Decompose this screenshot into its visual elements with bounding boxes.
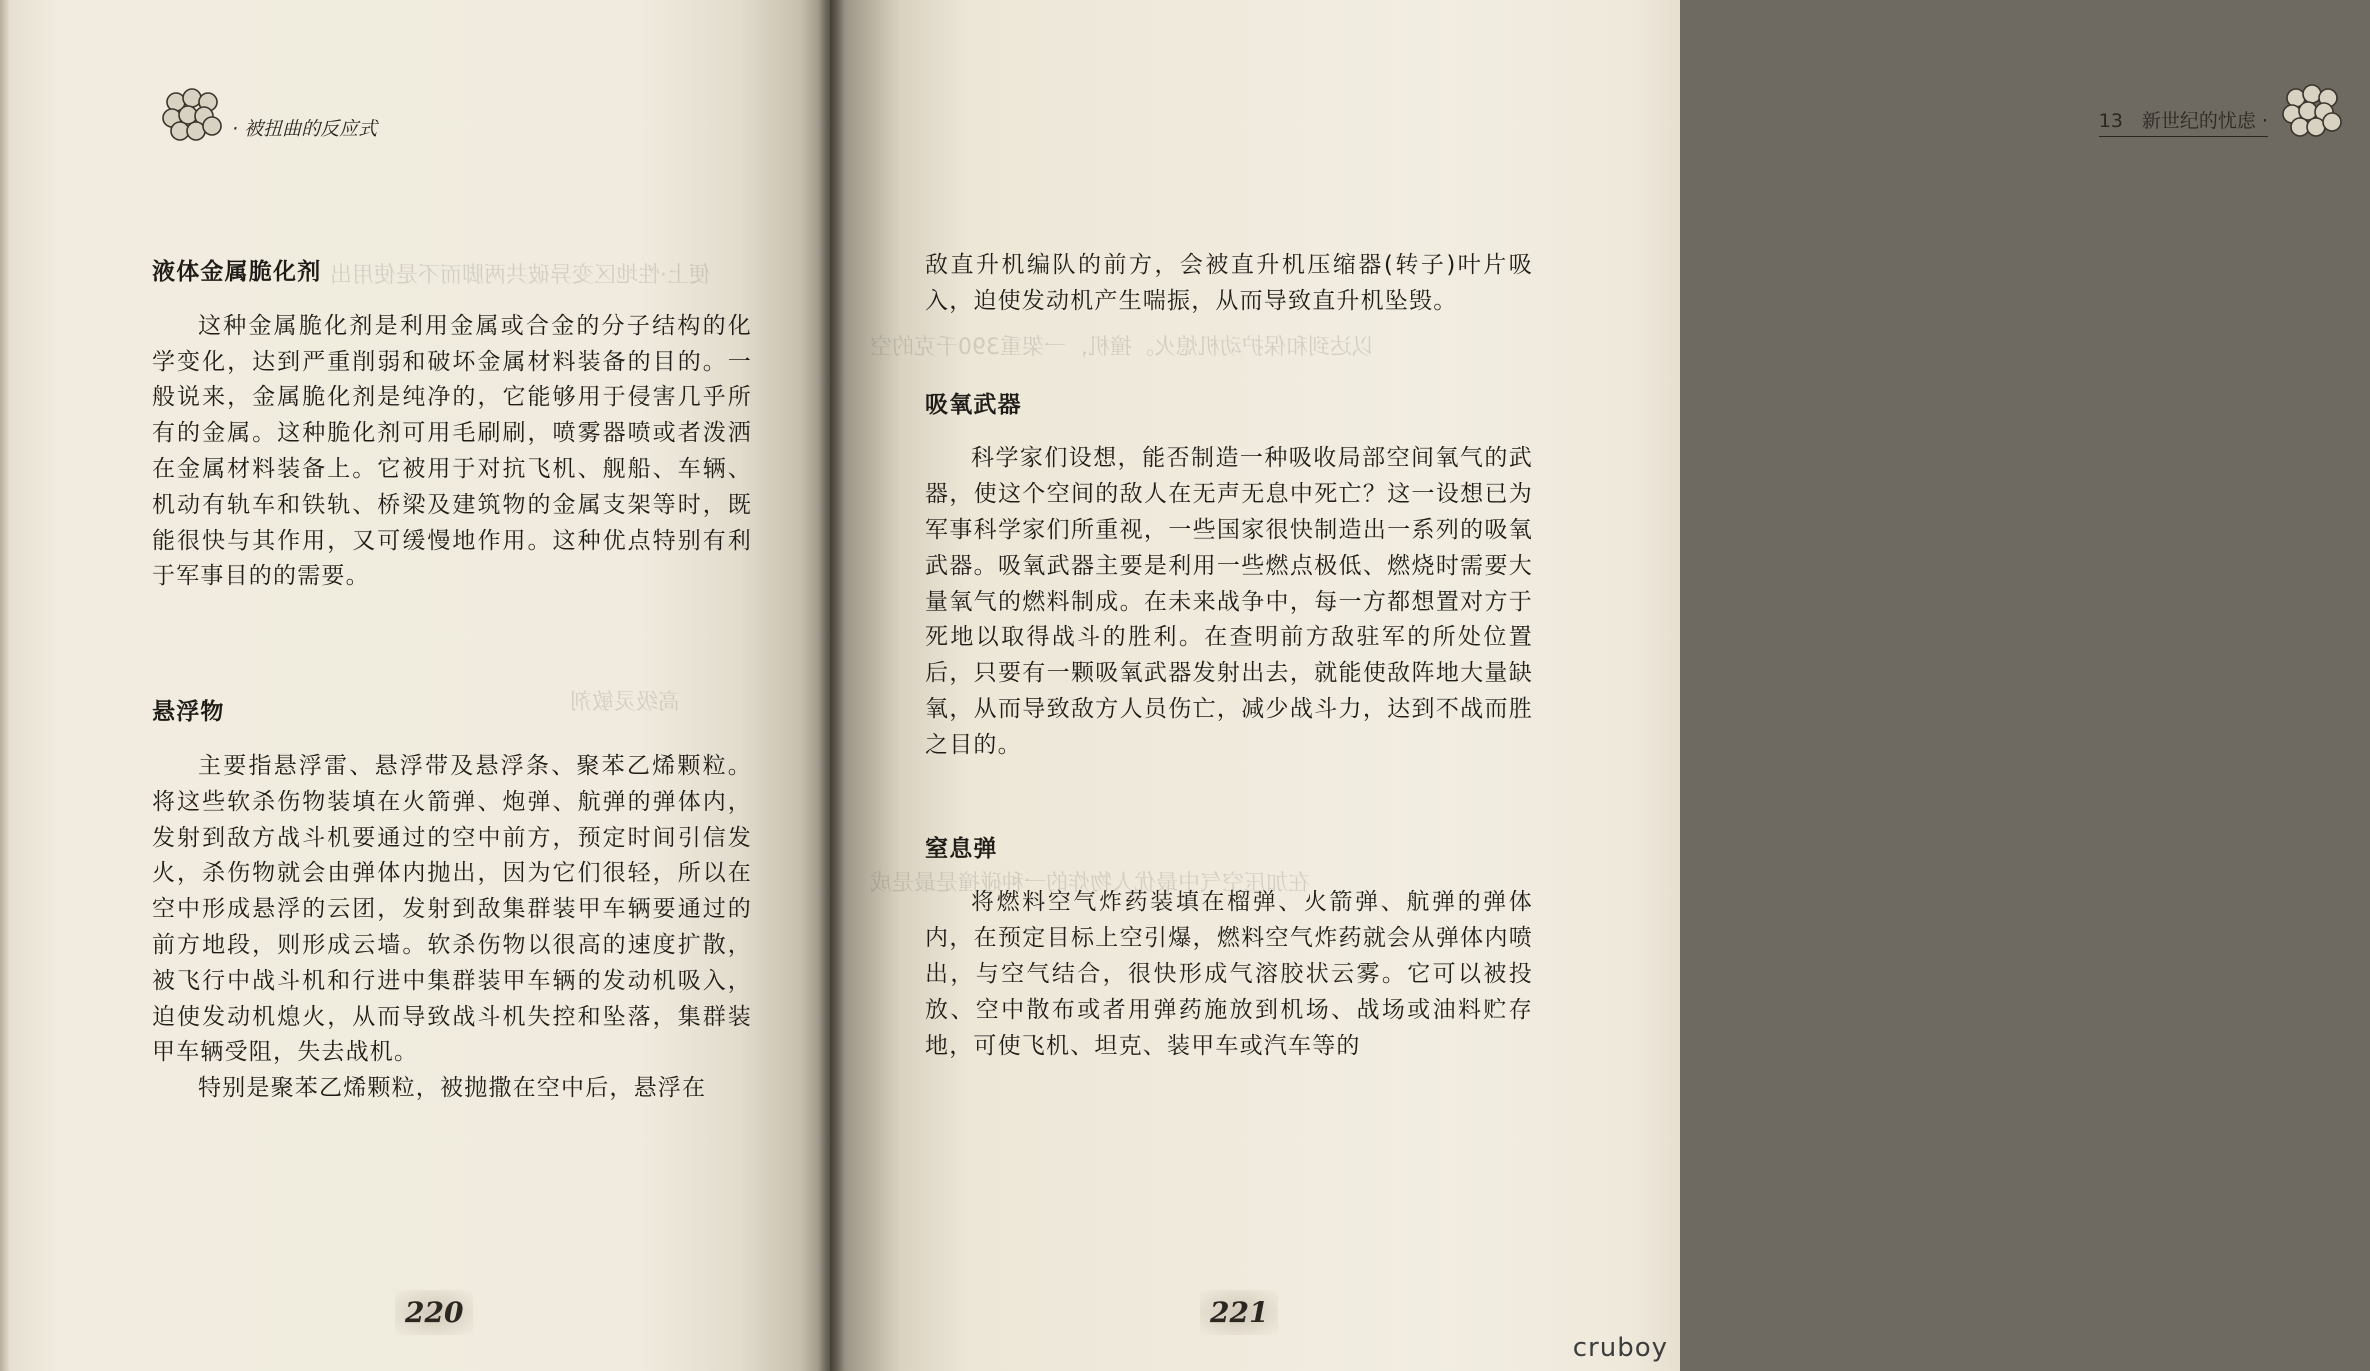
bleed-through-text: 便上·性地区变异破共两脚而不是使用出 xyxy=(330,263,711,288)
section-heading: 液体金属脆化剂 xyxy=(152,259,322,285)
right-page-header xyxy=(2070,88,2370,148)
section-heading: 吸氧武器 xyxy=(925,391,1022,418)
section-heading: 窒息弹 xyxy=(925,835,998,862)
paragraph: 这种金属脆化剂是利用金属或合金的分子结构的化学变化，达到严重削弱和破坏金属材料装备的目的。一般说来，金属脆化剂是纯净的，它能够用于侵害几乎所有的金属。这种脆化剂可用毛刷刷，喷雾器喷或者泼洒在金属材料装备上。它被用于对抗飞机、舰船、车辆、机动有轨车和铁轨、桥梁及建筑物的金属支架等时，既能很快与其作用，又可缓慢地作用。这种优点特别有利于军事目的的需要。 xyxy=(152,312,752,590)
page-number: 220 xyxy=(395,1290,473,1335)
right-page xyxy=(830,0,2268,1371)
left-page-body xyxy=(152,255,752,1107)
right-page-body xyxy=(925,248,1533,1064)
left-page xyxy=(0,0,830,1371)
running-title: 13 新世纪的忧虑 · xyxy=(2099,106,2268,137)
left-page-header xyxy=(160,88,440,148)
section-heading: 悬浮物 xyxy=(152,699,225,726)
paragraph: 将燃料空气炸药装填在榴弹、火箭弹、航弹的弹体内，在预定目标上空引爆，燃料空气炸药就会从弹体内喷出，与空气结合，很快形成气溶胶状云雾。它可以被投放、空中散布或者用弹药施放到机场、战场或油料贮存地，可使飞机、坦克、装甲车或汽车等的 xyxy=(925,889,1533,1059)
running-title: · 被扭曲的反应式 xyxy=(232,118,378,140)
paragraph: 特别是聚苯乙烯颗粒，被抛撒在空中后，悬浮在 xyxy=(198,1075,707,1102)
paragraph: 科学家们设想，能否制造一种吸收局部空间氧气的武器，使这个空间的敌人在无声无息中死亡？这一设想已为军事科学家们所重视，一些国家很快制造出一系列的吸氧武器。吸氧武器主要是利用一些燃点极低、燃烧时需要大量氧气的燃料制成。在未来战争中，每一方都想置对方于死地以取得战斗的胜利。在查明前方敌驻军的所处位置后，只要有一颗吸氧武器发射出去，就能使敌阵地大量缺氧，从而导致敌方人员伤亡，减少战斗力，达到不战而胜之目的。 xyxy=(925,445,1533,758)
molecule-cluster-icon xyxy=(2280,84,2344,138)
bleed-through-text: 在加压空气中最优人物炸的一种碰撞是最是成 xyxy=(870,871,1311,896)
paragraph: 敌直升机编队的前方，会被直升机压缩器(转子)叶片吸入，迫使发动机产生喘振，从而导致直升机坠毁。 xyxy=(925,252,1533,314)
paragraph: 主要指悬浮雷、悬浮带及悬浮条、聚苯乙烯颗粒。将这些软杀伤物装填在火箭弹、炮弹、航弹的弹体内，发射到敌方战斗机要通过的空中前方，预定时间引信发火，杀伤物就会由弹体内抛出，因为它们很轻，所以在空中形成悬浮的云团，发射到敌集群装甲车辆要通过的前方地段，则形成云墙。软杀伤物以很高的速度扩散，被飞行中战斗机和行进中集群装甲车辆的发动机吸入，迫使发动机熄火，从而导致战斗机失控和坠落，集群装甲车辆受阻，失去战机。 xyxy=(152,752,752,1066)
page-number: 221 xyxy=(1200,1290,1278,1335)
molecule-cluster-icon xyxy=(160,88,224,142)
book-gutter xyxy=(818,0,844,1371)
watermark: cruboy xyxy=(1572,1333,1668,1363)
bleed-through-text: 以达到和保护动机熄火。撞机，一架重390千克的空 xyxy=(870,335,1374,360)
bleed-through-text: 高级灵敏剂 xyxy=(570,690,681,715)
